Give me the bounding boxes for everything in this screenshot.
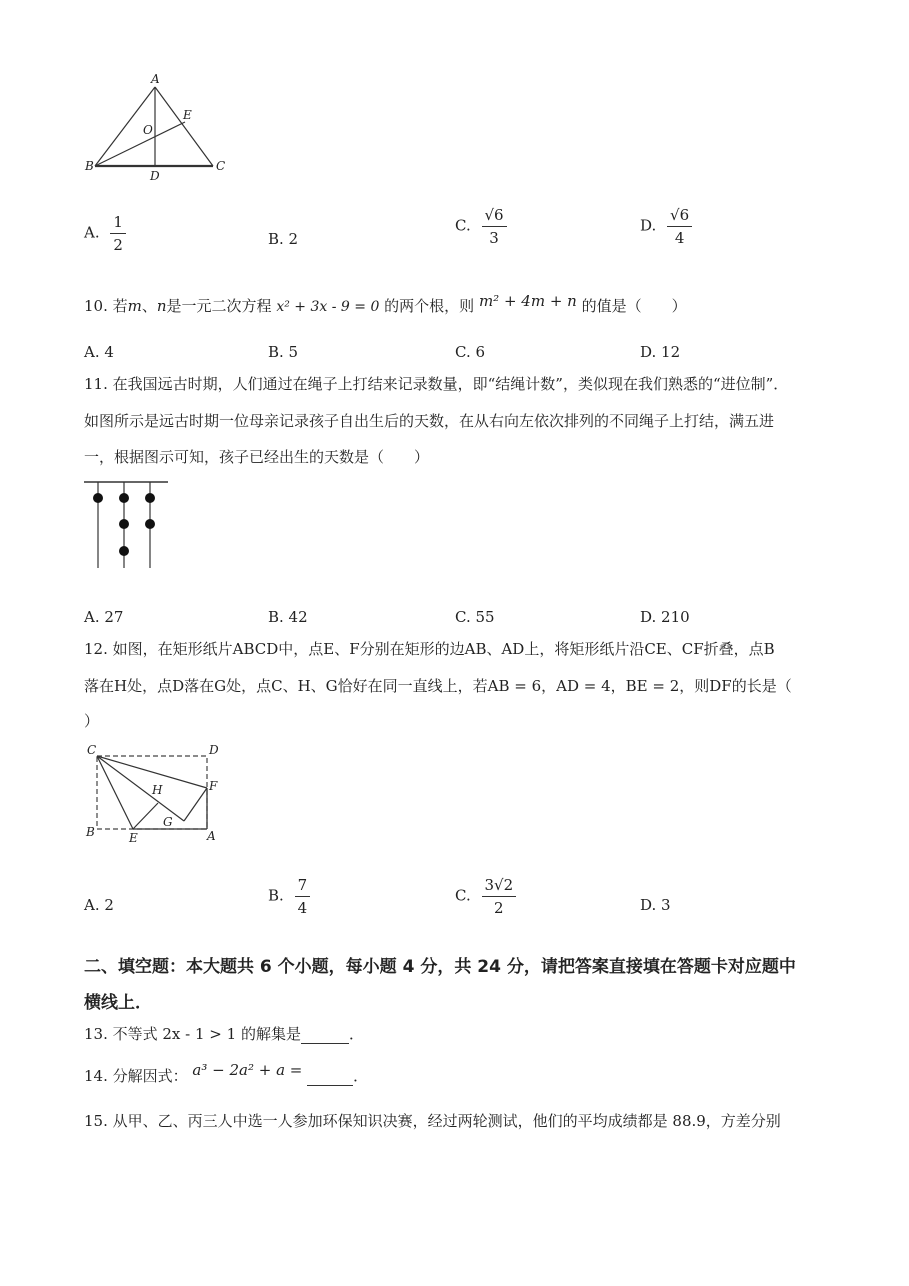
q10-expression: m² + 4m + n — [478, 292, 577, 310]
q10-text: 10. 若 — [84, 297, 128, 315]
q14-text: 14. 分解因式： — [84, 1067, 188, 1085]
label-c: C — [87, 743, 97, 757]
var-n: n — [156, 297, 167, 315]
q10-text: 是一元二次方程 — [166, 297, 272, 315]
option-label: D. — [640, 216, 657, 235]
q11-option-d[interactable]: D. 210 — [640, 608, 690, 626]
q11-option-a[interactable]: A. 27 — [84, 608, 124, 626]
label-d: D — [150, 169, 160, 183]
q13-answer-blank[interactable] — [301, 1027, 349, 1044]
label-e: E — [183, 108, 192, 122]
fraction — [110, 213, 126, 254]
q12-line-2: 落在H处，点D落在G处，点C、H、G恰好在同一直线上，若AB = 6，AD = 4，BE = 2，则DF的长是（ — [84, 677, 792, 695]
label-c: C — [216, 159, 226, 173]
label-d: D — [209, 743, 219, 757]
separator: 、 — [141, 297, 157, 315]
section-heading-line-2: 横线上． — [84, 993, 152, 1013]
knot — [93, 493, 103, 503]
q13-end: ． — [348, 1025, 364, 1043]
label-h: H — [152, 783, 163, 797]
segment-be — [95, 122, 185, 166]
q11-line-2: 如图所示是远古时期一位母亲记录孩子自出生后的天数，在从右向左依次排列的不同绳子上打结，满五进 — [84, 412, 775, 430]
q12-line-3: ） — [84, 712, 100, 730]
folded-rectangle-figure — [80, 738, 230, 848]
q11-option-b[interactable]: B. 42 — [268, 608, 308, 626]
label-a: A — [151, 72, 160, 86]
label-a: A — [207, 829, 216, 843]
q14-end: ． — [353, 1067, 369, 1085]
option-label: C. — [455, 886, 471, 905]
q13-text: 13. 不等式 2x - 1 > 1 的解集是 — [84, 1025, 301, 1043]
q11-line-1: 11. 在我国远古时期，人们通过在绳子上打结来记录数量，即“结绳计数”，类似现在我们熟悉的“进位制”． — [84, 375, 789, 393]
q12-option-a[interactable]: A. 2 — [84, 896, 114, 914]
section-heading-line-1: 二、填空题：本大题共 6 个小题，每小题 4 分，共 24 分，请把答案直接填在答题卡对应题中 — [84, 957, 796, 977]
numerator: √6 — [482, 206, 507, 227]
numerator: 1 — [110, 213, 126, 234]
fraction — [295, 876, 311, 917]
fraction — [482, 206, 507, 247]
label-b: B — [85, 159, 94, 173]
q14-expression: a³ − 2a² + a = — [192, 1061, 303, 1079]
fraction — [482, 876, 517, 917]
side-ac — [155, 87, 213, 166]
numerator: √6 — [667, 206, 692, 227]
q10-text: 的两个根，则 — [384, 297, 475, 315]
q14 — [84, 1061, 369, 1086]
segment-gf — [184, 788, 207, 821]
option-label: C. — [455, 216, 471, 235]
q12-line-1: 12. 如图，在矩形纸片ABCD中，点E、F分别在矩形的边AB、AD上，将矩形纸片沿CE、CF折叠，点B — [84, 640, 775, 658]
segment-cg — [97, 756, 184, 821]
knot — [145, 519, 155, 529]
q10-option-d[interactable]: D. 12 — [640, 343, 681, 361]
denominator: 3 — [489, 229, 499, 247]
knot — [119, 519, 129, 529]
numerator: 7 — [295, 876, 311, 897]
denominator: 2 — [494, 899, 504, 917]
label-o: O — [143, 123, 153, 137]
q12-option-c[interactable] — [455, 876, 516, 917]
option-label: A. — [84, 223, 100, 242]
q14-answer-blank[interactable] — [307, 1069, 353, 1086]
q10-option-a[interactable]: A. 4 — [84, 343, 114, 361]
fraction — [667, 206, 692, 247]
knot-rope-figure — [80, 475, 180, 575]
q10-equation: x² + 3x - 9 = 0 — [276, 299, 380, 315]
segment-eh — [133, 803, 158, 829]
q10-stem — [84, 292, 687, 317]
q11-line-3: 一，根据图示可知，孩子已经出生的天数是（ ） — [84, 448, 430, 466]
q12-option-b[interactable] — [268, 876, 310, 917]
knot — [119, 546, 129, 556]
q15-line-1: 15. 从甲、乙、丙三人中选一人参加环保知识决赛，经过两轮测试，他们的平均成绩都是 88.9，方差分别 — [84, 1112, 781, 1130]
q13 — [84, 1024, 364, 1044]
fold-ce — [97, 756, 133, 829]
label-g: G — [163, 815, 173, 829]
denominator: 4 — [297, 899, 308, 917]
denominator: 2 — [113, 236, 123, 254]
q9-option-c[interactable] — [455, 206, 507, 247]
var-m: m — [127, 297, 142, 315]
label-b: B — [86, 825, 95, 839]
label-e: E — [129, 831, 138, 845]
q11-option-c[interactable]: C. 55 — [455, 608, 495, 626]
q10-text: 的值是（ ） — [581, 297, 687, 315]
q9-option-d[interactable] — [640, 206, 692, 247]
triangle-figure — [80, 70, 240, 185]
q10-option-b[interactable]: B. 5 — [268, 343, 299, 361]
label-f: F — [209, 779, 218, 793]
q12-option-d[interactable]: D. 3 — [640, 896, 671, 914]
numerator: 3√2 — [482, 876, 517, 897]
q9-option-a[interactable] — [84, 213, 126, 254]
q9-option-b[interactable]: B. 2 — [268, 230, 299, 248]
denominator: 4 — [674, 229, 685, 247]
knot — [119, 493, 129, 503]
q10-option-c[interactable]: C. 6 — [455, 343, 486, 361]
knot — [145, 493, 155, 503]
option-label: B. — [268, 886, 284, 905]
